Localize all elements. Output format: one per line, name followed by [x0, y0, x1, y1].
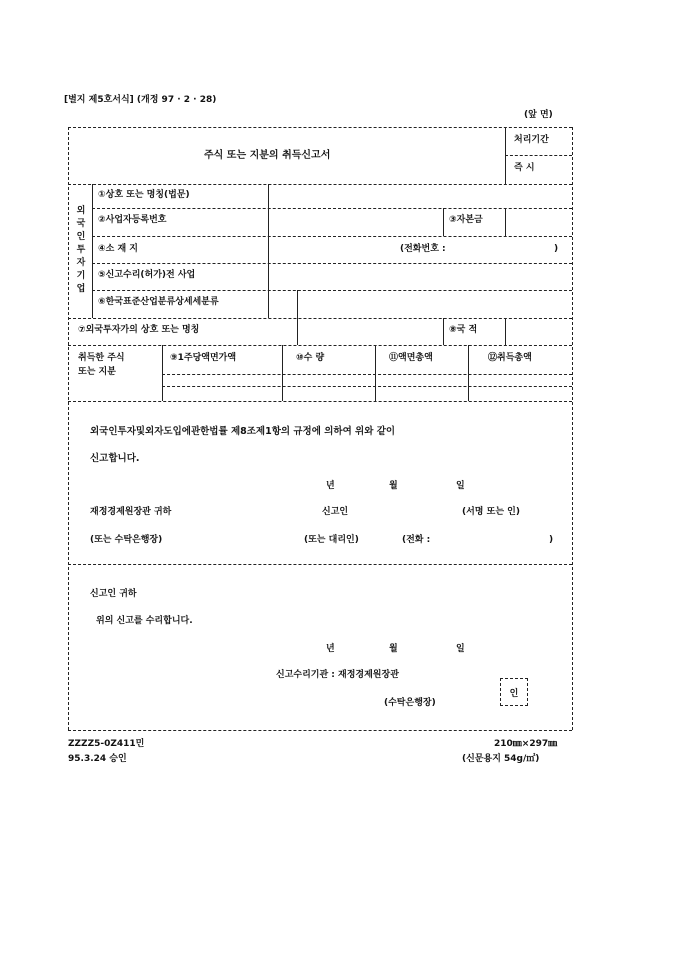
signature-label: (서명 또는 인) [462, 507, 520, 517]
industry-value-divider [297, 290, 298, 318]
title-bottom-line [68, 184, 572, 185]
nationality-label: ⑧국 적 [449, 325, 478, 335]
total-par-value-header: ⑪액면총액 [389, 353, 433, 363]
declaration-year-label: 년 [326, 481, 335, 491]
declaration-text-1: 외국인투자및외자도입에관한법률 제8조제1항의 규정에 의하여 위와 같이 [90, 426, 396, 437]
frame-top [68, 127, 572, 128]
shares-row-line-1 [162, 374, 572, 375]
foreign-investor-name-label: ⑦외국투자가의 상호 또는 명칭 [78, 325, 200, 335]
foreign-investor-value-divider [297, 318, 298, 345]
page-side-label: (앞 면) [524, 110, 553, 120]
row1-bottom [92, 208, 572, 209]
shares-col-divider-4 [468, 345, 469, 401]
form-reference: [별지 제5호서식] (개정 97 · 2 · 28) [64, 95, 217, 105]
pre-approval-business-label: ⑤신고수리(허가)전 사업 [98, 270, 196, 280]
acceptance-text: 위의 신고를 수리합니다. [96, 616, 193, 626]
acquired-shares-label-1: 취득한 주식 [78, 353, 125, 363]
acceptance-authority: 신고수리기관 : 재정경제원장관 [276, 670, 399, 680]
row3-bottom [92, 263, 572, 264]
capital-divider [443, 208, 444, 236]
nationality-value-divider [505, 318, 506, 345]
declaration-day-label: 일 [456, 481, 465, 491]
processing-period-label: 처리기간 [514, 135, 549, 145]
company-name-label: ①상호 또는 명칭(법문) [98, 190, 190, 200]
acceptance-month-label: 월 [389, 644, 398, 654]
declaration-month-label: 월 [389, 481, 398, 491]
representative-label: (또는 대리인) [304, 535, 359, 545]
capital-value-divider [505, 208, 506, 236]
seal-box [500, 678, 528, 706]
par-value-per-share-header: ⑨1주당액면가액 [170, 353, 237, 363]
address-label: ④소 재 지 [98, 244, 138, 254]
quantity-header: ⑩수 량 [296, 353, 325, 363]
total-acquisition-header: ⑫취득총액 [488, 353, 532, 363]
frame-left [68, 127, 69, 730]
shares-row-line-2 [162, 386, 572, 387]
form-code: ZZZZ5-0Z411민 [68, 739, 145, 749]
seal-label: 인 [509, 688, 519, 699]
address-phone-close: ) [554, 244, 559, 254]
frame-bottom [68, 730, 572, 731]
acceptance-day-label: 일 [456, 644, 465, 654]
row5-bottom [68, 318, 572, 319]
paper-type: (신문용지 54g/㎡) [462, 754, 540, 764]
shares-col-divider-3 [375, 345, 376, 401]
foreign-investor-company-label: 외국인투자기업 [76, 206, 86, 294]
declarant-label: 신고인 [322, 507, 349, 517]
form-title: 주식 또는 지분의 취득신고서 [204, 150, 331, 161]
capital-label: ③자본금 [449, 215, 483, 225]
business-reg-number-label: ②사업자등록번호 [98, 215, 167, 225]
vertical-label-divider [92, 184, 93, 318]
declarant-phone-label: (전화 : [402, 535, 431, 545]
label-value-divider [268, 184, 269, 318]
acceptance-year-label: 년 [326, 644, 335, 654]
shares-col-divider-2 [282, 345, 283, 401]
declaration-addressee: 재정경제원장관 귀하 [90, 507, 172, 517]
acceptance-addressee: 신고인 귀하 [90, 589, 137, 599]
paper-size: 210㎜×297㎜ [494, 739, 558, 749]
row4-bottom [92, 290, 572, 291]
nationality-divider [443, 318, 444, 345]
declarant-phone-close: ) [549, 535, 554, 545]
processing-period-value: 즉 시 [514, 163, 535, 173]
row6-bottom [68, 345, 572, 346]
acquired-shares-label-2: 또는 지분 [78, 367, 116, 377]
trustee-bank-label: (또는 수탁은행장) [90, 535, 163, 545]
acceptance-trustee-bank: (수탁은행장) [384, 698, 436, 708]
industry-classification-label: ⑥한국표준산업분류상세세분류 [98, 297, 219, 307]
processing-mid-line [505, 155, 572, 156]
declaration-bottom-line [68, 564, 572, 565]
address-phone-label: (전화번호 : [400, 244, 446, 254]
frame-right [572, 127, 573, 730]
shares-table-bottom [68, 401, 572, 402]
row2-bottom [92, 236, 572, 237]
approval-date: 95.3.24 승인 [68, 754, 127, 764]
declaration-text-2: 신고합니다. [90, 453, 140, 464]
shares-col-divider-1 [162, 345, 163, 401]
